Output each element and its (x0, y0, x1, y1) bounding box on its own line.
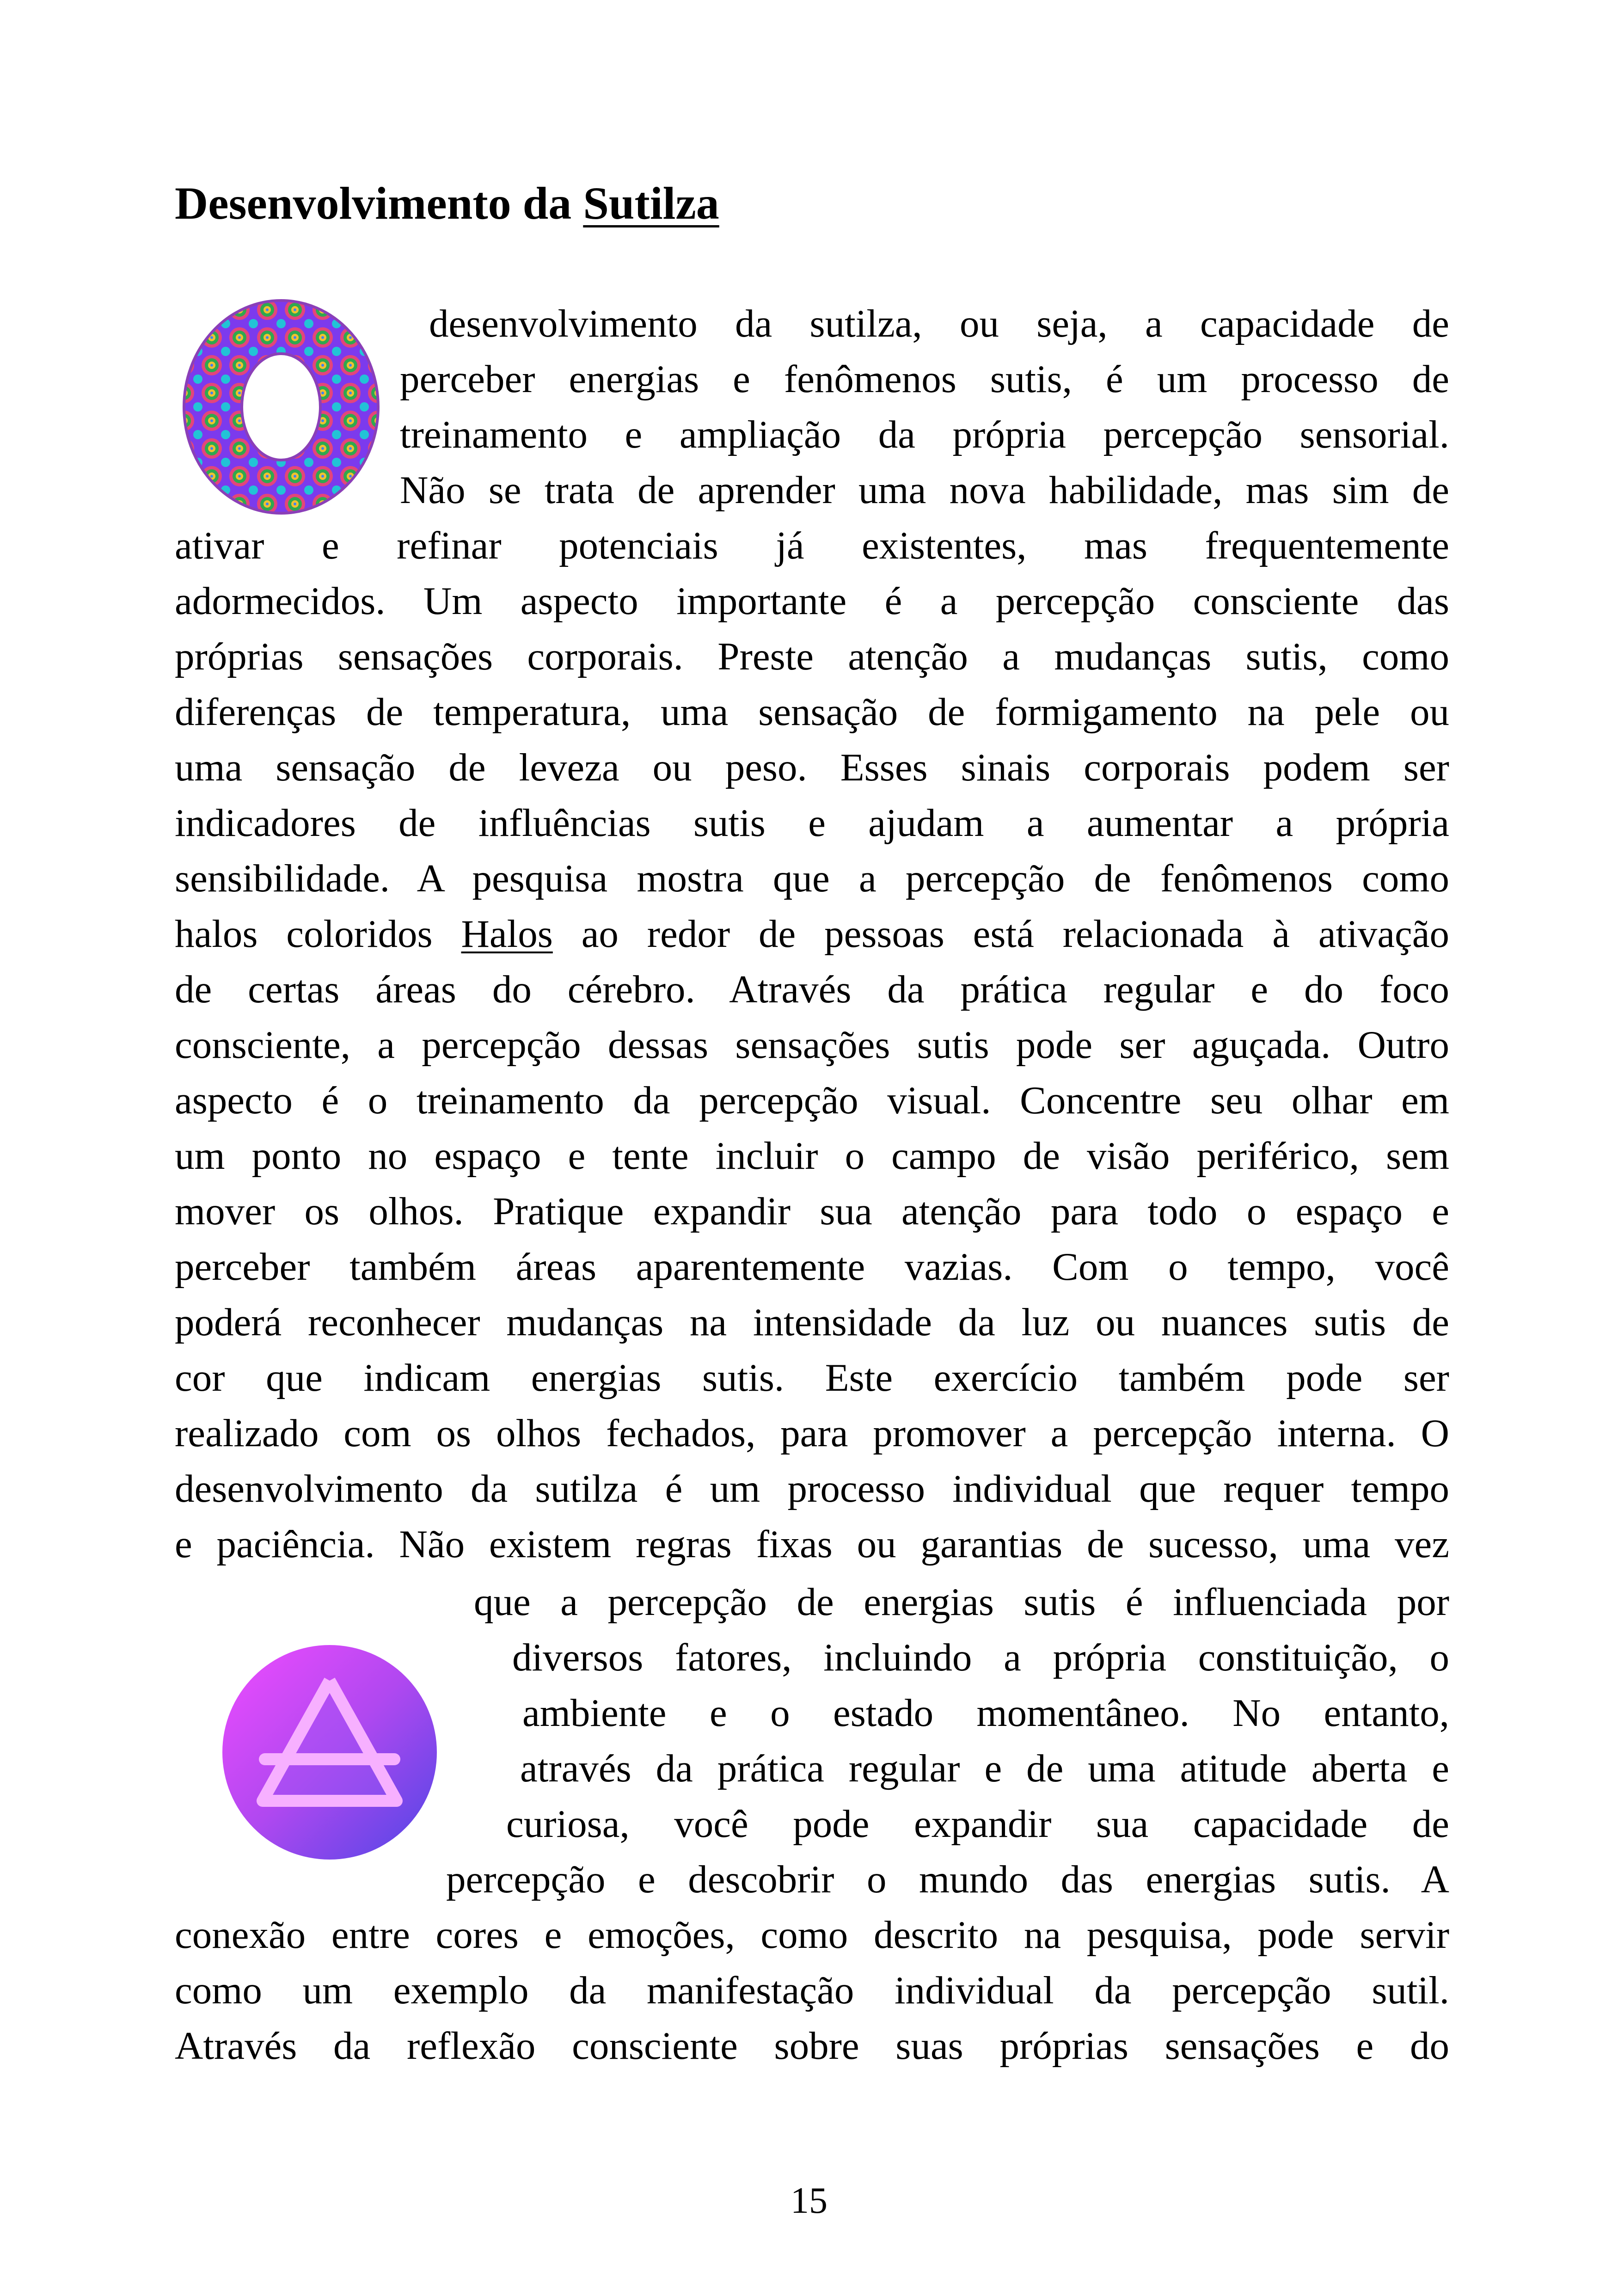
text-line: consciente, a percepção dessas sensações sutis pode ser aguçada. Outro (175, 1023, 1449, 1067)
text-line: curiosa, você pode expandir sua capacidade de (506, 1802, 1449, 1846)
text-line: percepção e descobrir o mundo das energias sutis. A (446, 1858, 1449, 1901)
text-line: perceber também áreas aparentemente vazias. Com o tempo, você (175, 1245, 1449, 1289)
text-line: desenvolvimento da sutilza é um processo individual que requer tempo (175, 1467, 1449, 1510)
text-line: realizado com os olhos fechados, para promover a percepção interna. O (175, 1412, 1449, 1455)
text-line: através da prática regular e de uma atitude aberta e (520, 1747, 1449, 1790)
text-line: próprias sensações corporais. Preste atenção a mudanças sutis, como (175, 635, 1449, 678)
text-line: treinamento e ampliação da própria percepção sensorial. (400, 413, 1449, 456)
alchemy-symbol-icon (221, 1644, 438, 1861)
text-line: de certas áreas do cérebro. Através da prática regular e do foco (175, 968, 1449, 1011)
text-line: cor que indicam energias sutis. Este exercício também pode ser (175, 1356, 1449, 1400)
text-line: e paciência. Não existem regras fixas ou garantias de sucesso, uma vez (175, 1522, 1449, 1566)
text-line: como um exemplo da manifestação individual da percepção sutil. (175, 1969, 1449, 2012)
text-line: mover os olhos. Pratique expandir sua atenção para todo o espaço e (175, 1190, 1449, 1233)
text-line: indicadores de influências sutis e ajudam a aumentar a própria (175, 801, 1449, 845)
title-text: Desenvolvimento da (175, 178, 583, 229)
text-line: um ponto no espaço e tente incluir o campo de visão periférico, sem (175, 1134, 1449, 1178)
text-line: diversos fatores, incluindo a própria constituição, o (512, 1636, 1449, 1679)
title-link-sutilza[interactable]: Sutilza (583, 178, 719, 229)
text-line: diferenças de temperatura, uma sensação de formigamento na pele ou (175, 690, 1449, 734)
text-line: poderá reconhecer mudanças na intensidade da luz ou nuances sutis de (175, 1301, 1449, 1344)
text-line: Através da reflexão consciente sobre suas próprias sensações e do (175, 2024, 1449, 2068)
text-line: uma sensação de leveza ou peso. Esses sinais corporais podem ser (175, 746, 1449, 789)
dropcap-o-ornament (170, 296, 392, 518)
text-line: desenvolvimento da sutilza, ou seja, a capacidade de (429, 302, 1449, 345)
page-title (175, 176, 719, 231)
text-line: sensibilidade. A pesquisa mostra que a percepção de fenômenos como (175, 857, 1449, 900)
halos-link[interactable]: Halos (461, 912, 553, 956)
text-line: conexão entre cores e emoções, como descrito na pesquisa, pode servir (175, 1913, 1449, 1957)
text-line: Não se trata de aprender uma nova habilidade, mas sim de (400, 468, 1449, 512)
text-line: ambiente e o estado momentâneo. No entanto, (522, 1691, 1449, 1735)
text-line: ativar e refinar potenciais já existentes, mas frequentemente (175, 524, 1449, 567)
text-line: que a percepção de energias sutis é influenciada por (474, 1580, 1449, 1624)
text-line: adormecidos. Um aspecto importante é a percepção consciente das (175, 579, 1449, 623)
text-line: aspecto é o treinamento da percepção visual. Concentre seu olhar em (175, 1079, 1449, 1122)
text-line: perceber energias e fenômenos sutis, é um processo de (400, 357, 1449, 401)
page-number: 15 (791, 2180, 827, 2221)
text-line: halos coloridos Halos ao redor de pessoas está relacionada à ativação (175, 912, 1449, 956)
